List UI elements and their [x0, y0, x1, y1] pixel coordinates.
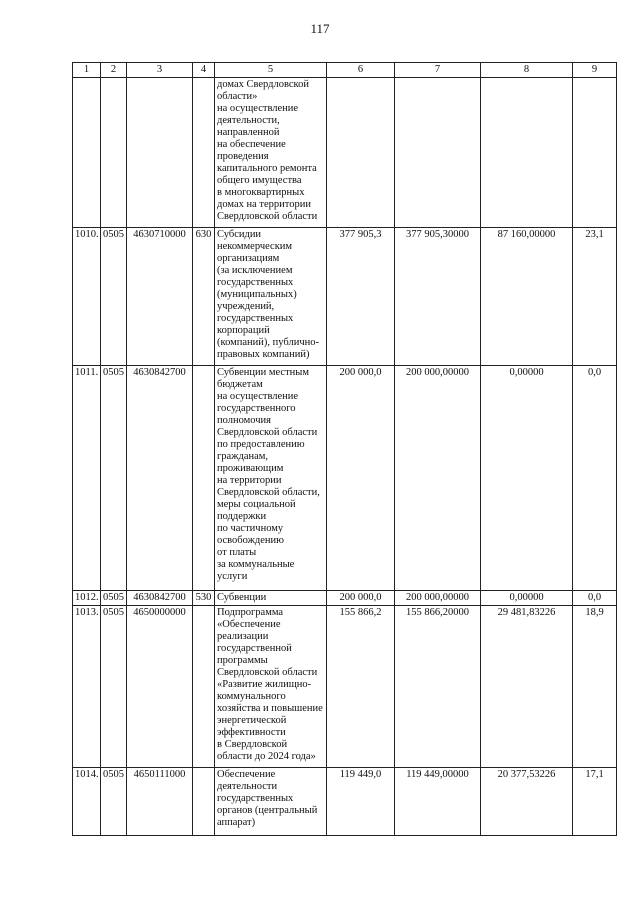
planned-amount: 155 866,2: [327, 606, 395, 768]
header-row: [73, 63, 617, 78]
column-header-1: 1: [73, 63, 101, 78]
execution-percent: [573, 78, 617, 228]
table-row: [73, 78, 617, 228]
expense-name: Подпрограмма «Обеспечение реализации государственной программы Свердловской области «Развитие жилищно- коммунального хозяйства и повышение энергетической эффективности в Свердловской области до 2024 года»: [215, 606, 327, 768]
page-number: 117: [310, 21, 330, 36]
row-number: [73, 78, 101, 228]
expense-name: Субсидии некоммерческим организациям (за исключением государственных (муниципальных) учреждений, государственных корпораций (компаний), публично- правовых компаний): [215, 228, 327, 366]
section-code: 0505: [101, 366, 127, 591]
execution-percent: 18,9: [573, 606, 617, 768]
target-article-code: [127, 78, 193, 228]
target-article-code: 4650111000: [127, 768, 193, 836]
section-code: 0505: [101, 768, 127, 836]
clarified-amount: 155 866,20000: [395, 606, 481, 768]
column-header-8: 8: [481, 63, 573, 78]
expense-name: Субвенции местным бюджетам на осуществление государственного полномочия Свердловской области по предоставлению гражданам, проживающим на территории Свердловской области, меры социальной поддержки по частичному освобождению от платы за коммунальные услуги: [215, 366, 327, 591]
column-header-6: 6: [327, 63, 395, 78]
clarified-amount: 119 449,00000: [395, 768, 481, 836]
section-code: 0505: [101, 606, 127, 768]
expense-kind-code: [193, 366, 215, 591]
column-header-3: 3: [127, 63, 193, 78]
column-header-7: 7: [395, 63, 481, 78]
column-header-2: 2: [101, 63, 127, 78]
column-header-5: 5: [215, 63, 327, 78]
row-number: 1012.: [73, 591, 101, 606]
budget-table: [72, 62, 617, 836]
executed-amount: [481, 78, 573, 228]
row-number: 1011.: [73, 366, 101, 591]
expense-name: домах Свердловской области» на осуществление деятельности, направленной на обеспечение проведения капитального ремонта общего имущества в многоквартирных домах на территории Свердловской области: [215, 78, 327, 228]
expense-kind-code: [193, 768, 215, 836]
execution-percent: 0,0: [573, 591, 617, 606]
clarified-amount: 377 905,30000: [395, 228, 481, 366]
execution-percent: 17,1: [573, 768, 617, 836]
executed-amount: 87 160,00000: [481, 228, 573, 366]
row-number: 1014.: [73, 768, 101, 836]
executed-amount: 29 481,83226: [481, 606, 573, 768]
column-header-9: 9: [573, 63, 617, 78]
row-number: 1013.: [73, 606, 101, 768]
planned-amount: 200 000,0: [327, 591, 395, 606]
target-article-code: 4630842700: [127, 591, 193, 606]
expense-name: Субвенции: [215, 591, 327, 606]
table-row: [73, 606, 617, 768]
section-code: [101, 78, 127, 228]
row-number: 1010.: [73, 228, 101, 366]
expense-kind-code: [193, 606, 215, 768]
section-code: 0505: [101, 591, 127, 606]
target-article-code: 4630710000: [127, 228, 193, 366]
planned-amount: 377 905,3: [327, 228, 395, 366]
table-row: [73, 591, 617, 606]
planned-amount: [327, 78, 395, 228]
planned-amount: 119 449,0: [327, 768, 395, 836]
target-article-code: 4650000000: [127, 606, 193, 768]
executed-amount: 20 377,53226: [481, 768, 573, 836]
expense-name: Обеспечение деятельности государственных органов (центральный аппарат): [215, 768, 327, 836]
clarified-amount: 200 000,00000: [395, 591, 481, 606]
clarified-amount: [395, 78, 481, 228]
section-code: 0505: [101, 228, 127, 366]
expense-kind-code: [193, 78, 215, 228]
column-header-4: 4: [193, 63, 215, 78]
execution-percent: 0,0: [573, 366, 617, 591]
execution-percent: 23,1: [573, 228, 617, 366]
target-article-code: 4630842700: [127, 366, 193, 591]
clarified-amount: 200 000,00000: [395, 366, 481, 591]
table-row: [73, 366, 617, 591]
expense-kind-code: 630: [193, 228, 215, 366]
planned-amount: 200 000,0: [327, 366, 395, 591]
executed-amount: 0,00000: [481, 591, 573, 606]
expense-kind-code: 530: [193, 591, 215, 606]
table-row: [73, 228, 617, 366]
executed-amount: 0,00000: [481, 366, 573, 591]
table-row: [73, 768, 617, 836]
